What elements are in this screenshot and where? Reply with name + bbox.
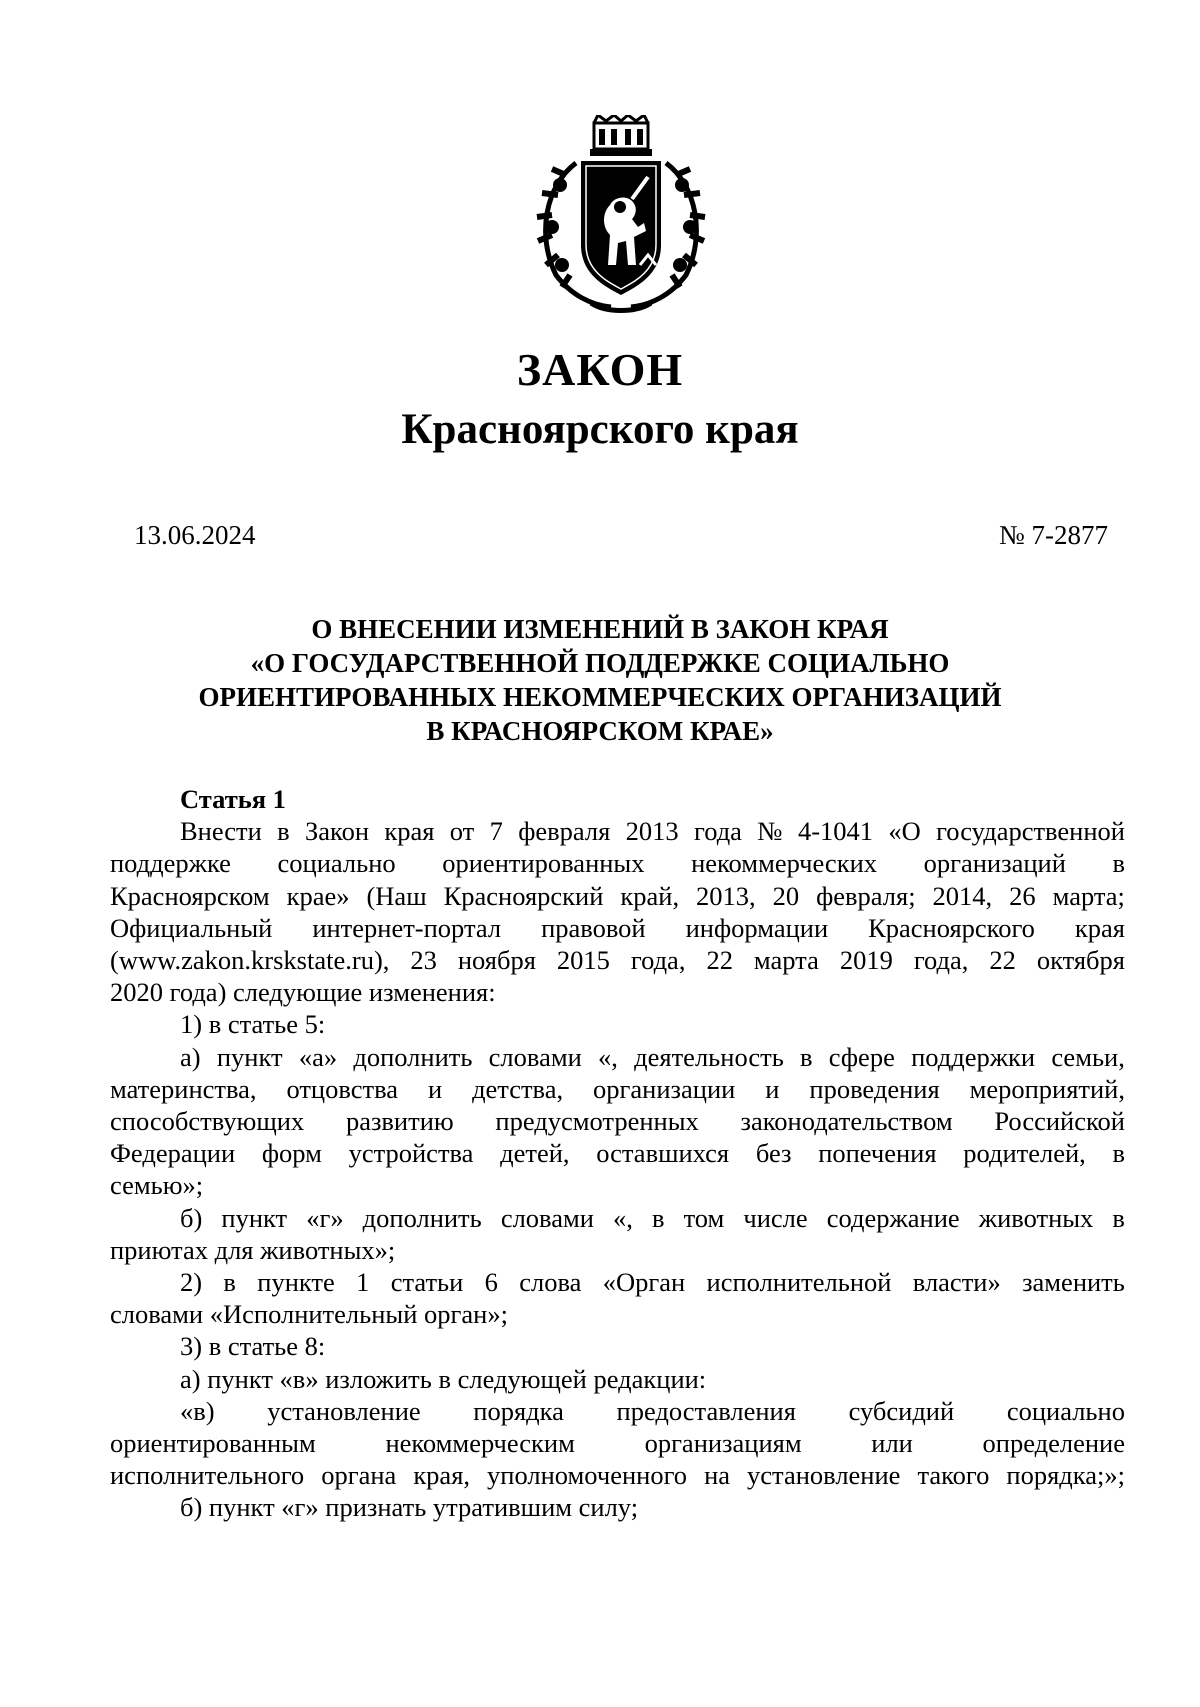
word: «в) xyxy=(180,1395,215,1426)
article-line: а) пункт «в» изложить в следующей редакции: xyxy=(180,1363,707,1394)
word: ориентированных xyxy=(442,848,645,879)
article-line xyxy=(110,1459,1125,1491)
word: дополнить xyxy=(362,1202,482,1233)
word: № xyxy=(757,816,783,847)
word: материнства, xyxy=(110,1073,257,1104)
word: родителей, xyxy=(963,1138,1086,1169)
word: года xyxy=(694,816,742,847)
article-line xyxy=(110,847,1125,879)
word: правовой xyxy=(541,912,646,943)
word: пункте xyxy=(257,1267,335,1298)
heading-line: ОРИЕНТИРОВАННЫХ НЕКОММЕРЧЕСКИХ ОРГАНИЗАЦИЙ xyxy=(198,682,1002,712)
article-line xyxy=(110,815,1125,847)
word: устройства xyxy=(348,1138,474,1169)
word: 22 xyxy=(989,945,1016,976)
word: 20 xyxy=(772,880,800,911)
word: словами xyxy=(500,1202,594,1233)
word: края xyxy=(1074,912,1125,943)
word: слова xyxy=(519,1267,582,1298)
word: Официальный xyxy=(110,912,273,943)
word: организации xyxy=(593,1073,736,1104)
word: социально xyxy=(277,848,396,879)
word: Красноярском xyxy=(110,880,270,911)
word: «, xyxy=(613,1202,633,1233)
word: числе xyxy=(743,1202,808,1233)
word: словами xyxy=(488,1041,582,1072)
word: пункт xyxy=(216,1041,283,1072)
document-type-title: ЗАКОН xyxy=(516,344,684,395)
heading-line: «О ГОСУДАРСТВЕННОЙ ПОДДЕРЖКЕ СОЦИАЛЬНО xyxy=(250,648,950,678)
word: предоставления xyxy=(616,1395,796,1426)
article-line xyxy=(110,1266,1125,1298)
word: органа xyxy=(321,1460,397,1491)
word: (Наш xyxy=(366,880,427,911)
word: заменить xyxy=(1022,1267,1125,1298)
word: пункт xyxy=(221,1202,288,1233)
word: 6 xyxy=(484,1267,498,1298)
word: на xyxy=(704,1460,731,1491)
word: марта xyxy=(753,945,819,976)
word: исполнительного xyxy=(110,1460,305,1491)
word: развитию xyxy=(345,1106,454,1137)
word: мероприятий, xyxy=(969,1073,1125,1104)
article-line: семью»; xyxy=(110,1170,204,1201)
word: порядка;»; xyxy=(1006,1460,1125,1491)
word: поддержке xyxy=(110,848,231,879)
word: семьи, xyxy=(1051,1041,1125,1072)
article-line xyxy=(110,1041,1125,1073)
article-line xyxy=(110,1427,1125,1459)
word: 2013, xyxy=(696,880,756,911)
article-line xyxy=(110,1202,1125,1234)
word: года, xyxy=(630,945,686,976)
word: 23 xyxy=(410,945,437,976)
article-text xyxy=(110,815,1125,1523)
article-title: Статья 1 xyxy=(180,784,286,814)
word: Российской xyxy=(994,1106,1125,1137)
word: попечения xyxy=(818,1138,937,1169)
word: года, xyxy=(913,945,969,976)
word: социально xyxy=(1006,1395,1125,1426)
word: субсидий xyxy=(848,1395,955,1426)
word: детства, xyxy=(472,1073,564,1104)
word: Красноярского xyxy=(868,912,1035,943)
article-body xyxy=(110,783,1125,1524)
word: статьи xyxy=(390,1267,464,1298)
word: проведения xyxy=(809,1073,940,1104)
word: организаций xyxy=(923,848,1066,879)
word: сфере xyxy=(828,1041,895,1072)
word: Федерации xyxy=(110,1138,236,1169)
word: 22 xyxy=(706,945,733,976)
word: или xyxy=(871,1428,913,1459)
word: и xyxy=(427,1073,443,1104)
word: б) xyxy=(180,1202,203,1233)
article-line: 3) в статье 8: xyxy=(180,1331,326,1362)
word: «а» xyxy=(298,1041,338,1072)
word: крае» xyxy=(286,880,350,911)
word: февраля; xyxy=(816,880,916,911)
word: 2) xyxy=(180,1267,203,1298)
word: «Орган xyxy=(602,1267,686,1298)
law-number: № 7-2877 xyxy=(999,520,1109,550)
word: марта; xyxy=(1052,880,1125,911)
word: 7 xyxy=(489,816,503,847)
word: октября xyxy=(1036,945,1125,976)
word: ориентированным xyxy=(110,1428,316,1459)
word: ноября xyxy=(457,945,536,976)
word: Красноярский xyxy=(443,880,604,911)
coat-of-arms-emblem xyxy=(536,115,706,320)
word: информации xyxy=(685,912,829,943)
word: «О xyxy=(888,816,921,847)
law-date: 13.06.2024 xyxy=(134,520,256,550)
article-line: 1) в статье 5: xyxy=(180,1009,326,1040)
word: том xyxy=(683,1202,725,1233)
article-line: словами «Исполнительный орган»; xyxy=(110,1299,508,1330)
article-line: 2020 года) следующие изменения: xyxy=(110,977,496,1008)
word: детей, xyxy=(500,1138,570,1169)
word: такого xyxy=(917,1460,990,1491)
word: установление xyxy=(747,1460,901,1491)
word: от xyxy=(449,816,475,847)
article-line xyxy=(110,1395,1125,1427)
word: и xyxy=(765,1073,780,1104)
word: «, xyxy=(598,1041,618,1072)
word: установление xyxy=(267,1395,421,1426)
word: в xyxy=(277,816,290,847)
word: край, xyxy=(620,880,680,911)
word: 1 xyxy=(356,1267,370,1298)
word: поддержки xyxy=(911,1041,1036,1072)
word: 4-1041 xyxy=(797,816,874,847)
word: а) xyxy=(180,1041,201,1072)
coat-of-arms-icon xyxy=(536,115,706,320)
word: интернет-портал xyxy=(312,912,502,943)
word: 26 xyxy=(1009,880,1036,911)
word: края, xyxy=(413,1460,471,1491)
heading-line: В КРАСНОЯРСКОМ КРАЕ» xyxy=(426,716,774,746)
article-line xyxy=(110,1105,1125,1137)
word: в xyxy=(800,1041,813,1072)
article-line: приютах для животных»; xyxy=(110,1234,396,1265)
word: 2015 xyxy=(556,945,610,976)
word: определение xyxy=(982,1428,1125,1459)
word: оставшихся xyxy=(596,1138,730,1169)
article-line xyxy=(110,880,1125,912)
word: исполнительной xyxy=(706,1267,892,1298)
word: законодательством xyxy=(740,1106,953,1137)
word: дополнить xyxy=(353,1041,473,1072)
word: некоммерческим xyxy=(385,1428,575,1459)
word: деятельность xyxy=(634,1041,784,1072)
region-subtitle: Красноярского края xyxy=(401,406,799,453)
word: в xyxy=(1112,848,1125,879)
word: власти» xyxy=(912,1267,1001,1298)
article-line xyxy=(110,944,1125,976)
article-line xyxy=(110,912,1125,944)
word: в xyxy=(223,1267,236,1298)
word: февраля xyxy=(518,816,611,847)
article-line xyxy=(110,1137,1125,1169)
article-line: б) пункт «г» признать утратившим силу; xyxy=(180,1492,639,1523)
word: способствующих xyxy=(110,1106,305,1137)
word: отцовства xyxy=(286,1073,398,1104)
word: 2014, xyxy=(932,880,993,911)
word: края xyxy=(384,816,435,847)
law-heading xyxy=(140,612,1060,748)
word: порядка xyxy=(473,1395,564,1426)
word: 2019 xyxy=(839,945,893,976)
word: содержание xyxy=(826,1202,960,1233)
word: организациям xyxy=(644,1428,802,1459)
word: предусмотренных xyxy=(495,1106,699,1137)
word: (www.zakon.krskstate.ru), xyxy=(110,945,390,976)
word: «г» xyxy=(306,1202,344,1233)
word: государственной xyxy=(936,816,1125,847)
heading-line: О ВНЕСЕНИИ ИЗМЕНЕНИЙ В ЗАКОН КРАЯ xyxy=(311,614,889,644)
word: форм xyxy=(261,1138,322,1169)
word: некоммерческих xyxy=(691,848,878,879)
word: 2013 xyxy=(625,816,679,847)
word: без xyxy=(755,1138,792,1169)
word: в xyxy=(651,1202,665,1233)
word: животных xyxy=(978,1202,1094,1233)
word: в xyxy=(1112,1202,1125,1233)
word: в xyxy=(1112,1138,1125,1169)
article-line xyxy=(110,1073,1125,1105)
word: уполномоченного xyxy=(487,1460,688,1491)
word: Закон xyxy=(305,816,370,847)
word: Внести xyxy=(180,816,262,847)
